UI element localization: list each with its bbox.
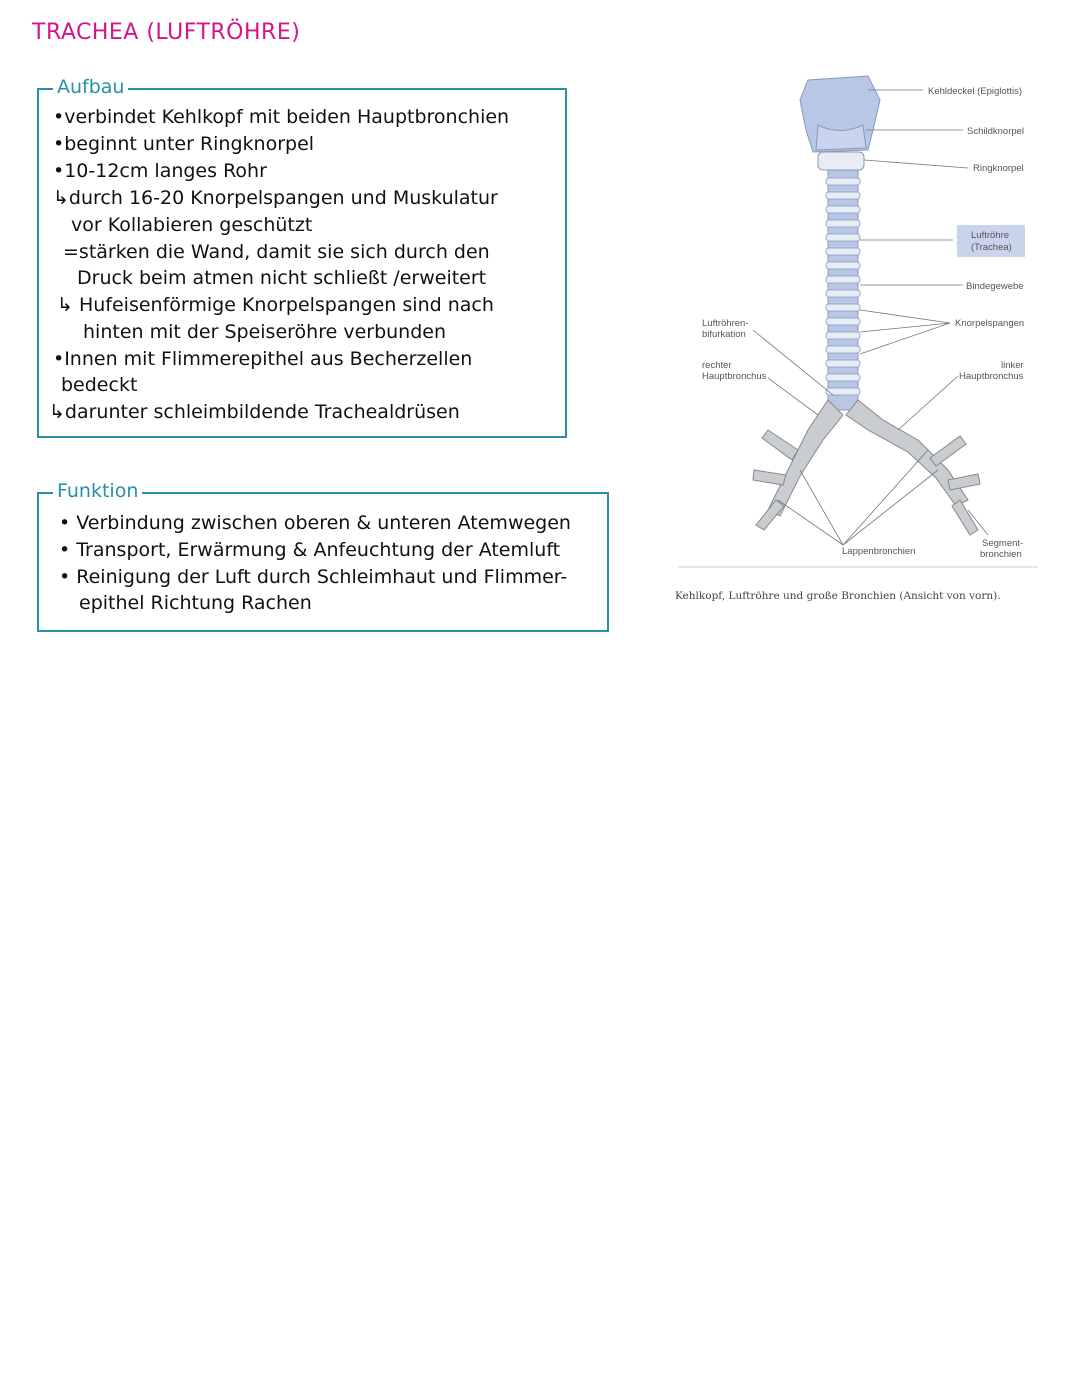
aufbau-line: Druck beim atmen nicht schließt /erweitert [77,267,487,289]
trachea-illustration [668,70,1048,610]
label-ringknorpel: Ringknorpel [973,163,1024,174]
aufbau-line: ↳durch 16-20 Knorpelspangen und Muskulatur [53,187,498,209]
funktion-box [37,480,609,632]
label-segment-1: Segment- [982,538,1024,549]
aufbau-line: •verbindet Kehlkopf mit beiden Hauptbronchien [53,106,510,128]
aufbau-line: hinten mit der Speiseröhre verbunden [83,321,447,343]
page-title: TRACHEA (LUFTRÖHRE) [32,20,301,45]
aufbau-line: ↳darunter schleimbildende Trachealdrüsen [49,401,460,423]
label-bifurkation-2: bifurkation [702,329,746,340]
label-luftroehre: Luftröhre [971,230,1010,241]
aufbau-heading: Aufbau [53,76,128,98]
aufbau-line: vor Kollabieren geschützt [71,214,313,236]
funktion-line: • Reinigung der Luft durch Schleimhaut und Flimmer- [59,566,568,588]
label-linker-2: Hauptbronchus [959,371,1024,382]
label-trachea: (Trachea) [971,242,1012,253]
aufbau-line: •Innen mit Flimmerepithel aus Becherzellen [53,348,473,370]
figure-caption: Kehlkopf, Luftröhre und große Bronchien (Ansicht von vorn). [675,590,1001,602]
funktion-line: • Verbindung zwischen oberen & unteren Atemwegen [59,512,571,534]
aufbau-box [37,76,567,438]
label-schildknorpel: Schildknorpel [967,126,1025,137]
label-lappenbronchien: Lappenbronchien [842,546,916,557]
aufbau-line: •10-12cm langes Rohr [53,160,267,182]
funktion-heading: Funktion [53,480,142,502]
aufbau-line: bedeckt [61,374,138,396]
aufbau-line: =stärken die Wand, damit sie sich durch den [63,241,490,263]
aufbau-line: •beginnt unter Ringknorpel [53,133,315,155]
label-segment-2: bronchien [980,549,1022,560]
label-bifurkation-1: Luftröhren- [702,318,749,329]
label-linker-1: linker [1001,360,1024,371]
label-bindegewebe: Bindegewebe [966,281,1024,292]
funktion-line: epithel Richtung Rachen [79,592,312,614]
label-rechter-1: rechter [702,360,732,371]
label-knorpelspangen: Knorpelspangen [955,318,1025,329]
label-rechter-2: Hauptbronchus [702,371,767,382]
funktion-line: • Transport, Erwärmung & Anfeuchtung der Atemluft [59,539,561,561]
aufbau-line: ↳ Hufeisenförmige Knorpelspangen sind nach [57,294,494,316]
label-kehldeckel: Kehldeckel (Epiglottis) [928,86,1022,97]
